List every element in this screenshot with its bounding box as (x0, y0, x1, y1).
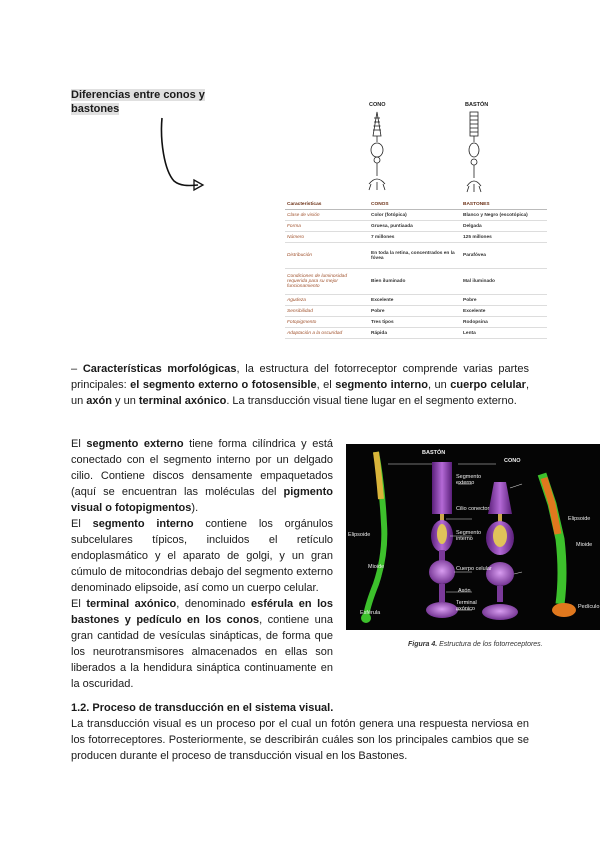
row-label: Clase de visión (285, 210, 369, 221)
axon-terminal-paragraph: El terminal axónico, denominado esférula en los bastones y pedículo en los conos, contiene una gran cantidad de vesículas sinápticas, de forma que los neurotransmisores almacenados en ellas son liberados a la hendidura sináptica continuamente en la oscuridad. (71, 598, 334, 690)
comparison-table (285, 200, 547, 339)
table-row (285, 317, 547, 328)
inner-segment-label: Segmento interno (456, 530, 482, 542)
table-header-row (285, 200, 547, 210)
myoid-right-label: Mioide (576, 542, 593, 548)
outer-segment-label: Segmento externo (456, 474, 482, 486)
row-label: Agudeza (285, 295, 369, 306)
header-rods: BASTONES (461, 200, 547, 210)
row-label: Adaptación a la oscuridad (285, 328, 369, 339)
cono-label: CONO (504, 458, 521, 464)
figure-caption: Figura 4. Estructura de los fotorreceptores. (408, 641, 543, 648)
table-row (285, 295, 547, 306)
heading-text: Diferencias entre conos y bastones (71, 89, 205, 115)
row-label: Fotopigmento (285, 317, 369, 328)
cone-label: CONO (369, 102, 386, 108)
spherule-label: Esférula (360, 610, 381, 616)
row-label: Condiciones de luminosidad requerida para su mejor funcionamiento (285, 269, 369, 295)
photoreceptor-figure (346, 444, 600, 630)
axon-label: Axón (458, 588, 471, 594)
cone-value: Color (fotópica) (369, 210, 461, 221)
table-row (285, 232, 547, 243)
transduction-paragraph: La transducción visual es un proceso por el cual un fotón genera una respuesta nerviosa en los fotorreceptores. Posteriormente, se describirán cuáles son los principales cambios que se producen durante el proceso de transducción visual en los Bastones. (71, 718, 529, 762)
rod-value: Pobre (461, 295, 547, 306)
cone-value: Tres tipos (369, 317, 461, 328)
photoreceptor-drawing (355, 98, 525, 198)
outer-segment-paragraph: El segmento externo tiene forma cilíndrica y está conectado con el segmento interno por un delgado cilio. Contiene discos densamente empaquetados (aquí se encuentran las moléculas del pigmento visual o fotopigmentos). (71, 438, 334, 514)
cone-value: Rápida (369, 328, 461, 339)
cone-value: Pobre (369, 306, 461, 317)
table-row (285, 221, 547, 232)
header-characteristics: Características (285, 200, 369, 210)
rod-value: Excelente (461, 306, 547, 317)
morphology-paragraph: – Características morfológicas, la estructura del fotorreceptor comprende varias partes principales: el segmento externo o fotosensible, el segmento interno, un cuerpo celular, un axón y un terminal axónico. La transducción visual tiene lugar en el segmento externo. (71, 363, 530, 407)
table-row (285, 269, 547, 295)
table-row (285, 243, 547, 269)
cone-rod-diagram (355, 98, 525, 198)
rod-value: 125 millones (461, 232, 547, 243)
rod-label: BASTÓN (465, 102, 489, 108)
table-row (285, 210, 547, 221)
pedicle-label: Pedículo (578, 604, 600, 610)
myoid-left-label: Mioide (368, 564, 385, 570)
curved-arrow-icon (150, 115, 210, 195)
segments-description (71, 436, 333, 692)
rod-value: Parafóvea (461, 243, 547, 269)
cone-value: Gruesa, puntiaada (369, 221, 461, 232)
ellipsoid-left-label: Elipsoide (348, 532, 371, 538)
row-label: Distribución (285, 243, 369, 269)
rod-value: Mal iluminado (461, 269, 547, 295)
terminal-label: Terminal axónico (456, 600, 477, 612)
cone-value: Bien iluminado (369, 269, 461, 295)
row-label: Número (285, 232, 369, 243)
ellipsoid-right-label: Elipsoide (568, 516, 591, 522)
header-cones: CONOS (369, 200, 461, 210)
rod-value: Rodopsina (461, 317, 547, 328)
baston-label: BASTÓN (422, 450, 446, 456)
cone-value: En toda la retina, concentrados en la fóvea (369, 243, 461, 269)
section-title: 1.2. Proceso de transducción en el sistema visual. (71, 702, 334, 714)
table-row (285, 328, 547, 339)
rod-value: Blanco y Negro (escotópica) (461, 210, 547, 221)
cell-body-label: Cuerpo celular (456, 566, 492, 572)
cone-value: Excelente (369, 295, 461, 306)
inner-segment-paragraph: El segmento interno contiene los orgánulos subcelulares típicos, incluidos el retículo endoplasmático y el aparato de golgi, y un gran cúmulo de mitocondrias debajo del segmento externo denominado elipsoide, así como un cuerpo celular. (71, 518, 333, 594)
rod-value: Delgada (461, 221, 547, 232)
row-label: Sensibilidad (285, 306, 369, 317)
row-label: Forma (285, 221, 369, 232)
cone-value: 7 millones (369, 232, 461, 243)
cilium-label: Cilio conector (456, 506, 490, 512)
section-heading (71, 88, 221, 116)
rod-value: Lenta (461, 328, 547, 339)
table-row (285, 306, 547, 317)
